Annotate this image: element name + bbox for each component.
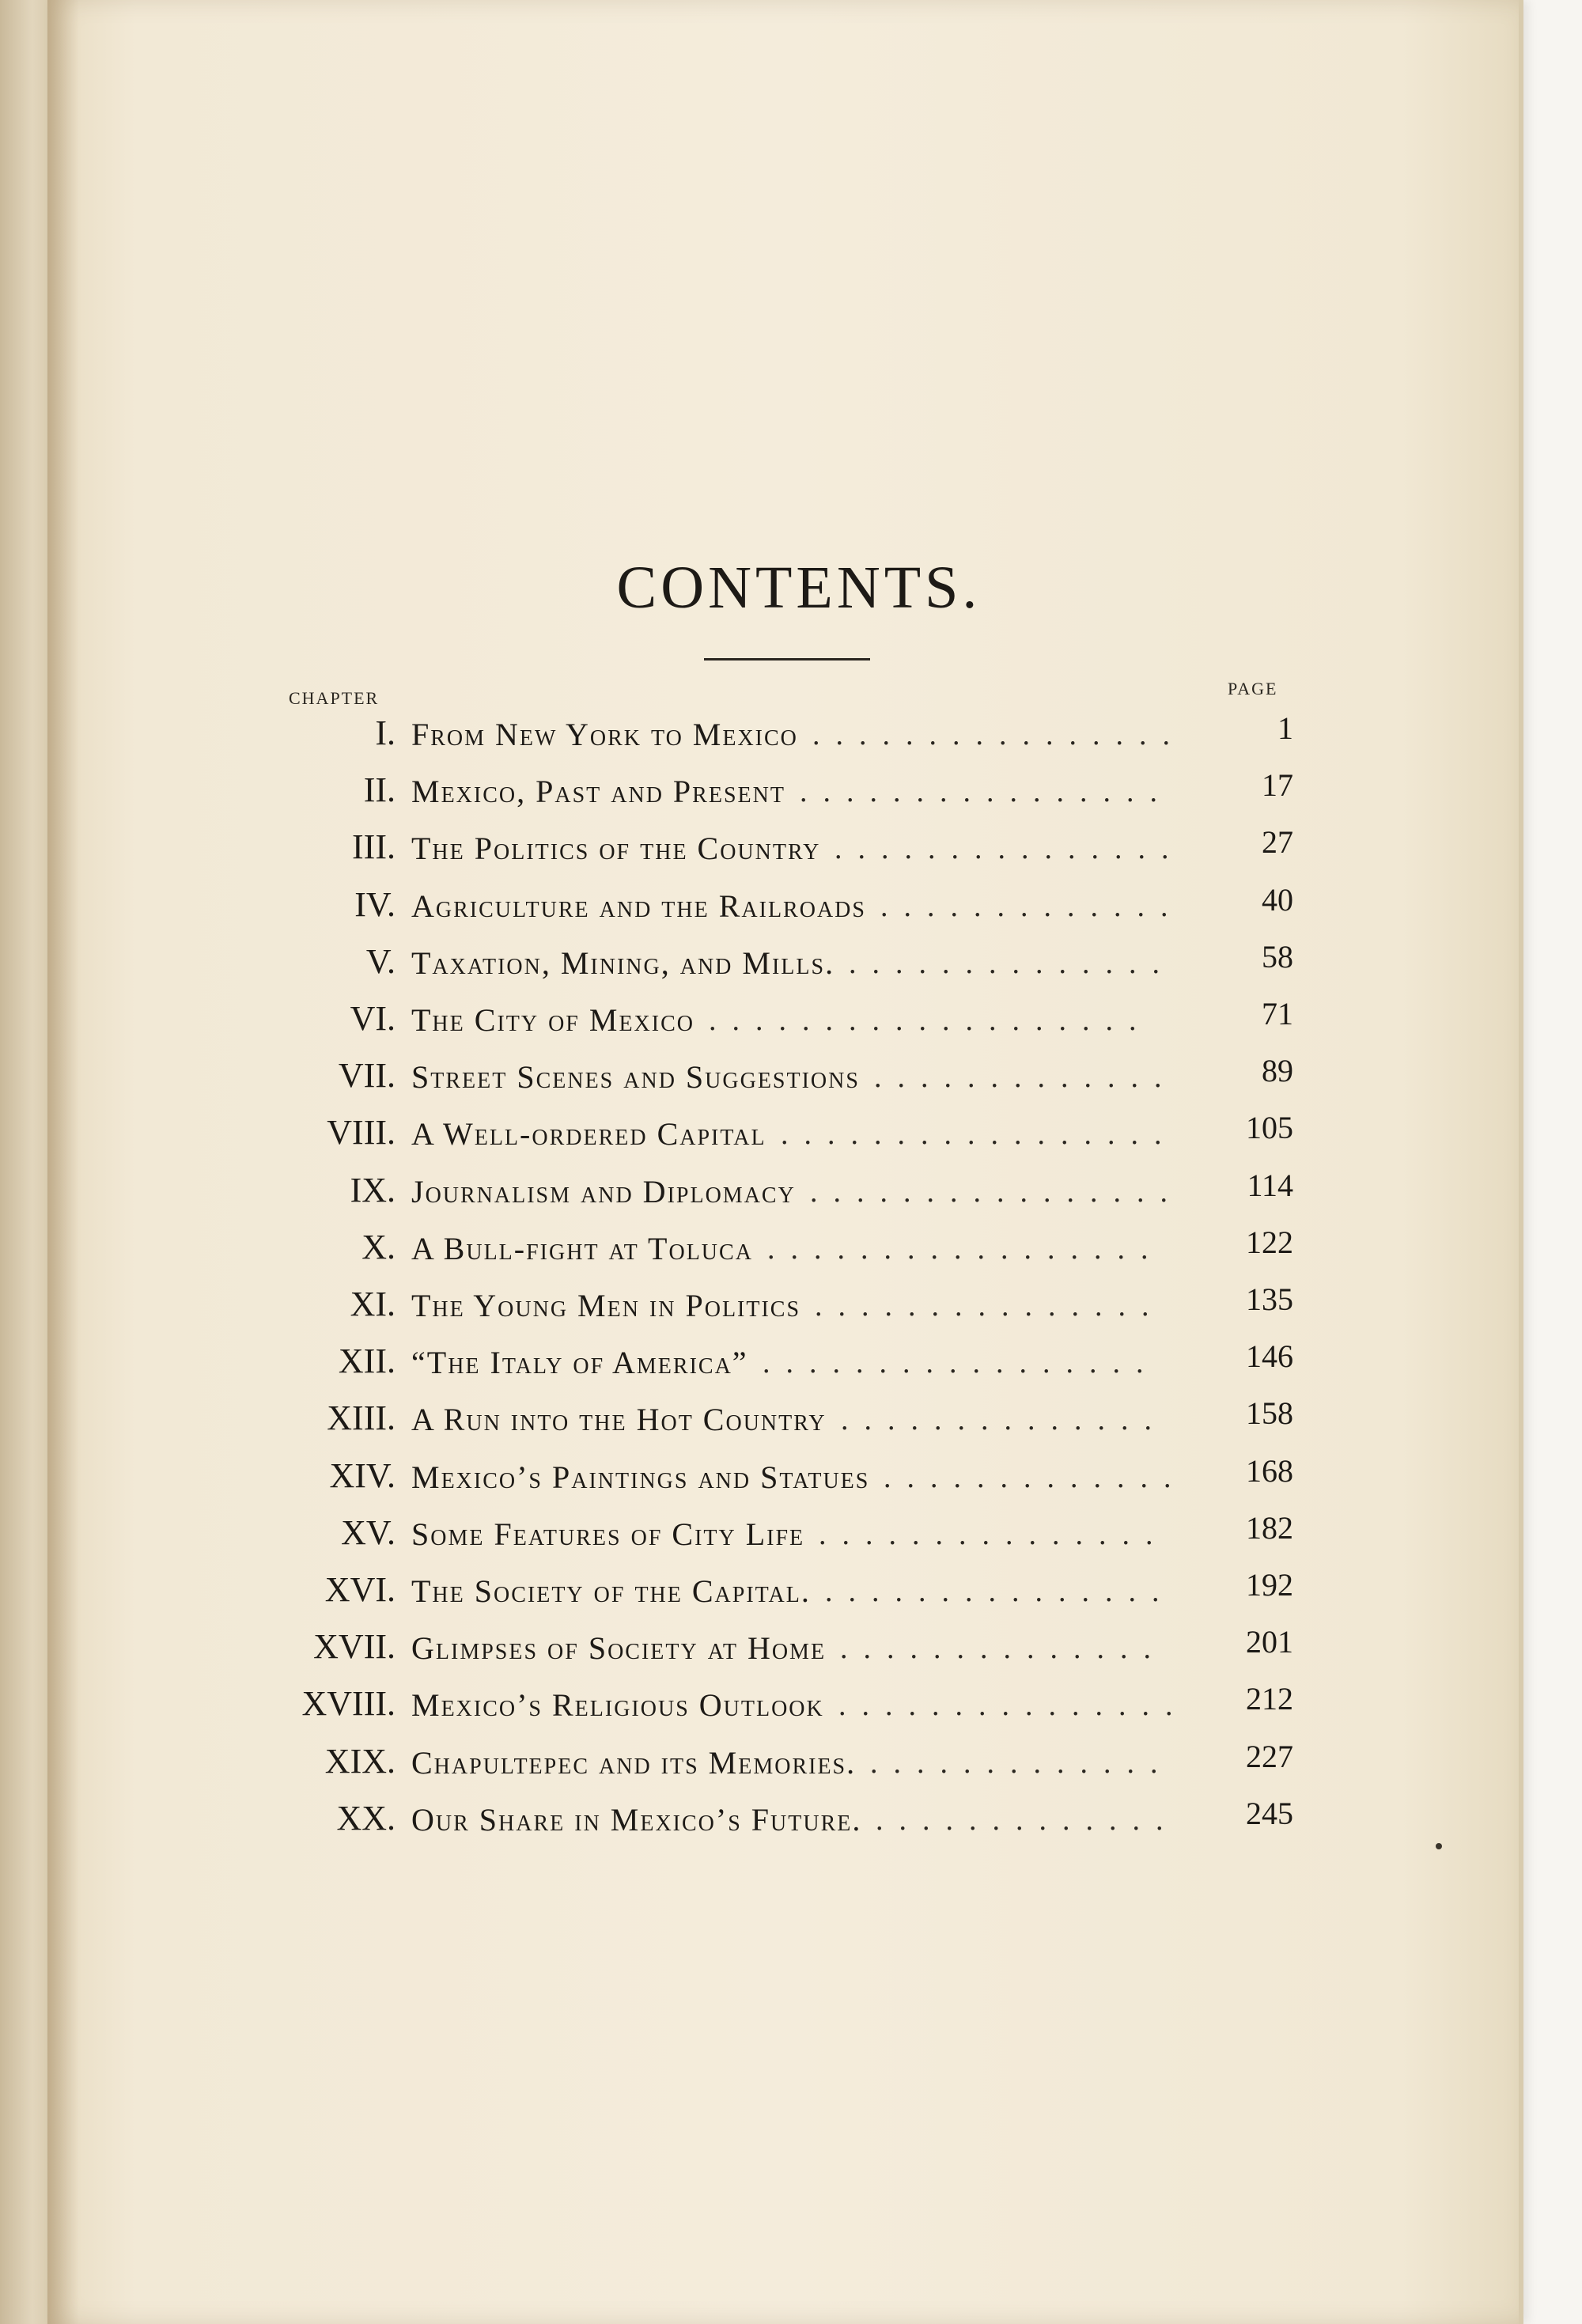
page-number: 201 [1246, 1624, 1293, 1660]
dot-leader: ............... [825, 1575, 1175, 1608]
chapter-numeral: IV. [354, 884, 396, 924]
page-number: 245 [1246, 1795, 1293, 1831]
page-number: 58 [1262, 938, 1293, 975]
toc-entry [0, 1735, 1582, 1792]
toc-entry [0, 763, 1582, 820]
chapter-column-header: CHAPTER [289, 688, 380, 708]
page-number: 122 [1246, 1224, 1293, 1260]
toc-entry [0, 1677, 1582, 1734]
dot-leader: ............. [874, 1061, 1178, 1095]
chapter-title: Street Scenes and Suggestions [411, 1059, 860, 1096]
chapter-title: From New York to Mexico [411, 717, 798, 752]
dot-leader: ................. [767, 1232, 1164, 1266]
page-number: 182 [1246, 1509, 1293, 1546]
chapter-title: The Young Men in Politics [411, 1288, 801, 1323]
chapter-numeral: XI. [350, 1285, 396, 1323]
toc-entry [0, 820, 1582, 877]
dot-leader: .............. [841, 1403, 1168, 1437]
chapter-title: Mexico’s Paintings and Statues [411, 1459, 870, 1495]
chapter-numeral: VII. [338, 1056, 396, 1096]
chapter-title: The Society of the Capital. [411, 1573, 811, 1609]
toc-entry [0, 1221, 1582, 1277]
toc-entry [0, 706, 1582, 763]
chapter-title: The City of Mexico [411, 1002, 694, 1038]
toc-entry [0, 878, 1582, 935]
chapter-numeral: X. [361, 1227, 396, 1266]
dot-leader: ................. [763, 1346, 1160, 1380]
chapter-title: “The Italy of America” [411, 1345, 748, 1381]
page-title: CONTENTS. [616, 555, 982, 621]
toc-entry [0, 1277, 1582, 1334]
toc-entry [0, 1049, 1582, 1106]
chapter-numeral: XIV. [329, 1455, 396, 1495]
toc-entry [0, 1792, 1582, 1849]
chapter-numeral: II. [363, 770, 396, 810]
chapter-numeral: III. [352, 827, 396, 867]
chapter-title: Journalism and Diplomacy [411, 1173, 796, 1209]
page-number: 135 [1246, 1281, 1293, 1317]
dot-leader: ............... [838, 1689, 1189, 1723]
dot-leader: ............. [884, 1460, 1187, 1494]
dot-leader: ............... [815, 1289, 1165, 1323]
toc-entry [0, 1164, 1582, 1221]
chapter-title: Chapultepec and its Memories. [411, 1744, 857, 1781]
page-number: 40 [1262, 881, 1293, 918]
title-rule [704, 658, 870, 660]
page-number: 158 [1246, 1395, 1293, 1432]
page-number: 1 [1277, 710, 1293, 746]
toc-entry [0, 1391, 1582, 1448]
chapter-numeral: XV. [341, 1512, 396, 1552]
page-number: 71 [1262, 996, 1293, 1031]
dot-leader: ................ [800, 775, 1173, 809]
page-number: 192 [1246, 1567, 1293, 1603]
dot-leader: ............... [835, 832, 1185, 866]
chapter-numeral: XX. [336, 1798, 396, 1838]
chapter-numeral: XVI. [324, 1570, 396, 1609]
chapter-title: Taxation, Mining, and Mills. [411, 944, 835, 981]
page-column-header: PAGE [1228, 679, 1278, 698]
chapter-title: A Run into the Hot Country [411, 1402, 827, 1438]
chapter-numeral: XVIII. [301, 1684, 396, 1724]
dot-leader: ............. [870, 1746, 1174, 1780]
chapter-numeral: IX. [350, 1170, 396, 1209]
chapter-title: A Well-ordered Capital [411, 1116, 766, 1153]
chapter-numeral: XIX. [324, 1741, 396, 1781]
chapter-numeral: XII. [338, 1342, 396, 1381]
dot-leader: ............. [876, 1803, 1179, 1837]
dot-leader: ................ [810, 1175, 1183, 1209]
page-number: 89 [1262, 1053, 1293, 1089]
page-number: 17 [1262, 767, 1293, 804]
chapter-numeral: XVII. [313, 1627, 396, 1667]
dot-leader: ................ [812, 718, 1186, 751]
chapter-title: Agriculture and the Railroads [411, 888, 866, 924]
dot-leader: .............. [849, 946, 1175, 980]
toc-entry [0, 935, 1582, 992]
page-number: 114 [1247, 1167, 1293, 1203]
chapter-title: A Bull-fight at Toluca [411, 1230, 753, 1266]
chapter-title: Glimpses of Society at Home [411, 1630, 827, 1667]
dot-leader: .............. [840, 1632, 1167, 1666]
toc-entry [0, 1106, 1582, 1163]
chapter-numeral: VI. [350, 999, 396, 1038]
page-number: 212 [1246, 1681, 1293, 1717]
page-number: 146 [1246, 1338, 1293, 1375]
toc-entry [0, 1620, 1582, 1677]
chapter-title: Mexico, Past and Present [411, 774, 785, 810]
page-number: 168 [1246, 1452, 1293, 1489]
chapter-title: The Politics of the Country [411, 831, 821, 867]
dot-leader: ............. [880, 889, 1184, 923]
toc-entry [0, 1506, 1582, 1563]
chapter-title: Mexico’s Religious Outlook [411, 1687, 824, 1724]
page-number: 27 [1262, 824, 1293, 861]
chapter-numeral: V. [365, 941, 396, 981]
chapter-numeral: XIII. [327, 1399, 396, 1438]
dot-leader: ................. [781, 1118, 1178, 1152]
dot-leader: ................... [709, 1004, 1152, 1037]
toc-entry [0, 992, 1582, 1049]
toc-entry [0, 1563, 1582, 1620]
toc-entry [0, 1334, 1582, 1391]
chapter-title: Our Share in Mexico’s Future. [411, 1801, 862, 1838]
chapter-numeral: I. [375, 713, 396, 752]
toc-entry [0, 1449, 1582, 1506]
chapter-numeral: VIII. [327, 1113, 396, 1153]
chapter-title: Some Features of City Life [411, 1516, 805, 1552]
page-speck [1436, 1843, 1442, 1849]
dot-leader: ............... [819, 1517, 1169, 1551]
page-number: 227 [1246, 1738, 1293, 1774]
page-number: 105 [1246, 1110, 1293, 1146]
